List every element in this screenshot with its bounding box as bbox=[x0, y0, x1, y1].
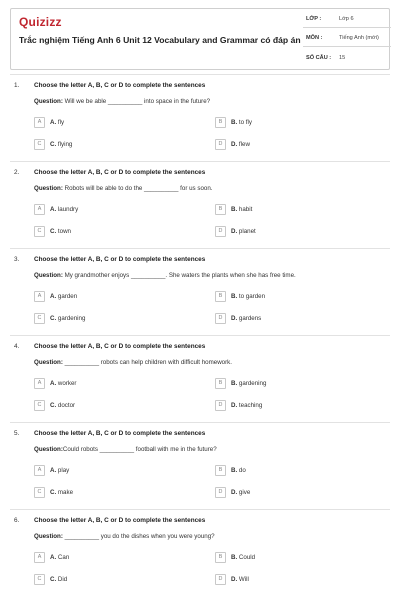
question-text bbox=[34, 98, 210, 105]
option-checkbox[interactable]: A bbox=[34, 291, 45, 302]
option-text: do bbox=[237, 466, 246, 474]
answer-option[interactable] bbox=[34, 464, 69, 476]
question-instruction: Choose the letter A, B, C or D to complete the sentences bbox=[34, 517, 206, 524]
option-checkbox[interactable]: A bbox=[34, 465, 45, 476]
option-text: Will bbox=[237, 575, 249, 583]
question-block bbox=[0, 74, 400, 160]
option-label bbox=[231, 141, 250, 148]
option-label bbox=[231, 228, 256, 235]
question-text bbox=[34, 272, 296, 279]
option-checkbox[interactable]: C bbox=[34, 139, 45, 150]
option-text: teaching bbox=[237, 401, 263, 409]
option-text: gardening bbox=[56, 314, 86, 322]
option-label bbox=[231, 576, 249, 583]
option-checkbox[interactable]: C bbox=[34, 400, 45, 411]
question-instruction: Choose the letter A, B, C or D to complete the sentences bbox=[34, 430, 206, 437]
option-checkbox[interactable]: B bbox=[215, 552, 226, 563]
option-checkbox[interactable]: B bbox=[215, 465, 226, 476]
option-label bbox=[50, 554, 69, 561]
option-letter: A. bbox=[50, 118, 57, 126]
option-label bbox=[231, 293, 265, 300]
option-text: town bbox=[56, 227, 71, 235]
answer-option[interactable] bbox=[215, 312, 261, 324]
answer-option[interactable] bbox=[215, 116, 252, 128]
question-instruction: Choose the letter A, B, C or D to complete the sentences bbox=[34, 343, 206, 350]
option-text: to garden bbox=[237, 292, 266, 300]
question-block bbox=[0, 248, 400, 334]
question-label: Question: bbox=[34, 272, 63, 279]
question-instruction: Choose the letter A, B, C or D to complete the sentences bbox=[34, 169, 206, 176]
question-divider bbox=[10, 74, 390, 75]
answer-option[interactable] bbox=[34, 290, 77, 302]
option-checkbox[interactable]: B bbox=[215, 291, 226, 302]
meta-value: Lớp 6 bbox=[339, 16, 354, 22]
question-divider bbox=[10, 248, 390, 249]
answer-option[interactable] bbox=[34, 377, 76, 389]
answer-option[interactable] bbox=[215, 377, 266, 389]
question-number: 3. bbox=[14, 256, 20, 263]
answer-option[interactable] bbox=[34, 551, 69, 563]
option-text: flying bbox=[56, 140, 73, 148]
option-label bbox=[231, 467, 246, 474]
option-text: garden bbox=[56, 292, 78, 300]
question-block bbox=[0, 422, 400, 508]
option-letter: D. bbox=[231, 401, 238, 409]
option-label bbox=[50, 228, 71, 235]
worksheet-title: Trắc nghiệm Tiếng Anh 6 Unit 12 Vocabulary and Grammar có đáp án bbox=[19, 35, 301, 45]
option-checkbox[interactable]: B bbox=[215, 117, 226, 128]
option-label bbox=[50, 119, 64, 126]
option-letter: D. bbox=[231, 227, 238, 235]
option-checkbox[interactable]: A bbox=[34, 552, 45, 563]
question-divider bbox=[10, 335, 390, 336]
worksheet-header bbox=[10, 8, 390, 70]
option-checkbox[interactable]: A bbox=[34, 204, 45, 215]
answer-option[interactable] bbox=[34, 399, 75, 411]
question-text bbox=[34, 185, 213, 192]
question-number: 5. bbox=[14, 430, 20, 437]
option-letter: A. bbox=[50, 205, 57, 213]
meta-row-grade bbox=[303, 11, 391, 28]
option-letter: C. bbox=[50, 488, 57, 496]
answer-option[interactable] bbox=[215, 138, 250, 150]
meta-label: MÔN : bbox=[306, 35, 323, 41]
option-label bbox=[50, 293, 77, 300]
question-divider bbox=[10, 422, 390, 423]
meta-label: SỐ CÂU : bbox=[306, 54, 332, 61]
option-text: Could bbox=[237, 553, 256, 561]
option-letter: C. bbox=[50, 140, 57, 148]
answer-option[interactable] bbox=[34, 225, 71, 237]
answer-option[interactable] bbox=[215, 399, 262, 411]
question-divider bbox=[10, 161, 390, 162]
option-checkbox[interactable]: B bbox=[215, 378, 226, 389]
option-label bbox=[50, 576, 67, 583]
option-checkbox[interactable]: C bbox=[34, 313, 45, 324]
answer-option[interactable] bbox=[215, 203, 252, 215]
option-text: doctor bbox=[56, 401, 76, 409]
option-checkbox[interactable]: B bbox=[215, 204, 226, 215]
answer-option[interactable] bbox=[215, 573, 249, 585]
option-text: play bbox=[56, 466, 70, 474]
option-label bbox=[50, 206, 78, 213]
question-sentence: Robots will be able to do the __________ for us soon. bbox=[62, 185, 213, 192]
option-checkbox[interactable]: D bbox=[215, 574, 226, 585]
question-number: 2. bbox=[14, 169, 20, 176]
option-text: Can bbox=[56, 553, 70, 561]
option-checkbox[interactable]: C bbox=[34, 574, 45, 585]
question-block bbox=[0, 509, 400, 595]
option-letter: C. bbox=[50, 401, 57, 409]
option-label bbox=[50, 489, 73, 496]
meta-value: 15 bbox=[339, 54, 346, 61]
option-letter: D. bbox=[231, 140, 238, 148]
option-checkbox[interactable]: D bbox=[215, 226, 226, 237]
question-block bbox=[0, 335, 400, 421]
option-letter: D. bbox=[231, 575, 238, 583]
option-label bbox=[231, 380, 266, 387]
answer-option[interactable] bbox=[215, 464, 246, 476]
option-text: flew bbox=[237, 140, 250, 148]
question-instruction: Choose the letter A, B, C or D to complete the sentences bbox=[34, 256, 206, 263]
option-label bbox=[50, 141, 72, 148]
option-letter: D. bbox=[231, 488, 238, 496]
option-checkbox[interactable]: D bbox=[215, 487, 226, 498]
option-checkbox[interactable]: C bbox=[34, 226, 45, 237]
answer-option[interactable] bbox=[215, 290, 265, 302]
option-label bbox=[231, 315, 261, 322]
option-checkbox[interactable]: D bbox=[215, 313, 226, 324]
meta-value: Tiếng Anh (mới) bbox=[339, 35, 379, 41]
option-label bbox=[231, 554, 255, 561]
question-text bbox=[34, 359, 232, 366]
option-letter: C. bbox=[50, 227, 57, 235]
quizizz-logo[interactable]: Quizizz bbox=[19, 15, 62, 29]
answer-option[interactable] bbox=[215, 486, 250, 498]
answer-option[interactable] bbox=[34, 138, 72, 150]
meta-label: LỚP : bbox=[306, 16, 322, 22]
option-letter: B. bbox=[231, 379, 238, 387]
option-text: to fly bbox=[237, 118, 252, 126]
option-label bbox=[231, 402, 262, 409]
option-label bbox=[50, 380, 76, 387]
question-text bbox=[34, 533, 215, 540]
question-sentence: My grandmother enjoys __________. She waters the plants when she has free time. bbox=[62, 272, 296, 279]
option-checkbox[interactable]: D bbox=[215, 400, 226, 411]
question-label: Question: bbox=[34, 98, 63, 105]
question-number: 1. bbox=[14, 82, 20, 89]
answer-option[interactable] bbox=[34, 486, 73, 498]
option-letter: B. bbox=[231, 205, 238, 213]
question-sentence: __________ robots can help children with difficult homework. bbox=[62, 359, 232, 366]
question-instruction: Choose the letter A, B, C or D to complete the sentences bbox=[34, 82, 206, 89]
option-text: worker bbox=[56, 379, 77, 387]
option-letter: A. bbox=[50, 292, 57, 300]
option-letter: B. bbox=[231, 466, 238, 474]
question-sentence: __________ you do the dishes when you were young? bbox=[62, 533, 215, 540]
option-label bbox=[231, 489, 250, 496]
answer-option[interactable] bbox=[34, 116, 64, 128]
question-number: 6. bbox=[14, 517, 20, 524]
option-letter: A. bbox=[50, 379, 57, 387]
option-letter: C. bbox=[50, 575, 57, 583]
meta-row-subject bbox=[303, 30, 391, 47]
option-text: planet bbox=[237, 227, 256, 235]
answer-option[interactable] bbox=[215, 551, 255, 563]
option-label bbox=[50, 315, 85, 322]
option-letter: C. bbox=[50, 314, 57, 322]
option-label bbox=[231, 206, 252, 213]
option-letter: B. bbox=[231, 553, 238, 561]
option-checkbox[interactable]: A bbox=[34, 378, 45, 389]
option-checkbox[interactable]: C bbox=[34, 487, 45, 498]
question-sentence: Could robots __________ football with me in the future? bbox=[62, 446, 217, 453]
question-block bbox=[0, 161, 400, 247]
option-letter: D. bbox=[231, 314, 238, 322]
answer-option[interactable] bbox=[34, 573, 67, 585]
option-text: gardens bbox=[237, 314, 262, 322]
question-label: Question: bbox=[34, 533, 63, 540]
answer-option[interactable] bbox=[34, 203, 78, 215]
option-label bbox=[231, 119, 252, 126]
option-text: gardening bbox=[237, 379, 267, 387]
option-letter: A. bbox=[50, 553, 57, 561]
question-label: Question: bbox=[34, 446, 63, 453]
option-text: Did bbox=[56, 575, 68, 583]
option-text: habit bbox=[237, 205, 253, 213]
question-number: 4. bbox=[14, 343, 20, 350]
option-letter: B. bbox=[231, 292, 238, 300]
question-label: Question: bbox=[34, 359, 63, 366]
question-divider bbox=[10, 509, 390, 510]
option-text: give bbox=[237, 488, 251, 496]
option-text: fly bbox=[56, 118, 65, 126]
option-label bbox=[50, 467, 69, 474]
question-sentence: Will we be able __________ into space in the future? bbox=[62, 98, 211, 105]
option-label bbox=[50, 402, 75, 409]
option-letter: A. bbox=[50, 466, 57, 474]
question-label: Question: bbox=[34, 185, 63, 192]
option-text: make bbox=[56, 488, 74, 496]
option-letter: B. bbox=[231, 118, 238, 126]
option-checkbox[interactable]: A bbox=[34, 117, 45, 128]
meta-row-question-count bbox=[303, 49, 391, 66]
worksheet-meta bbox=[303, 9, 391, 71]
answer-option[interactable] bbox=[215, 225, 256, 237]
answer-option[interactable] bbox=[34, 312, 85, 324]
option-checkbox[interactable]: D bbox=[215, 139, 226, 150]
option-text: laundry bbox=[56, 205, 79, 213]
question-text bbox=[34, 446, 217, 453]
